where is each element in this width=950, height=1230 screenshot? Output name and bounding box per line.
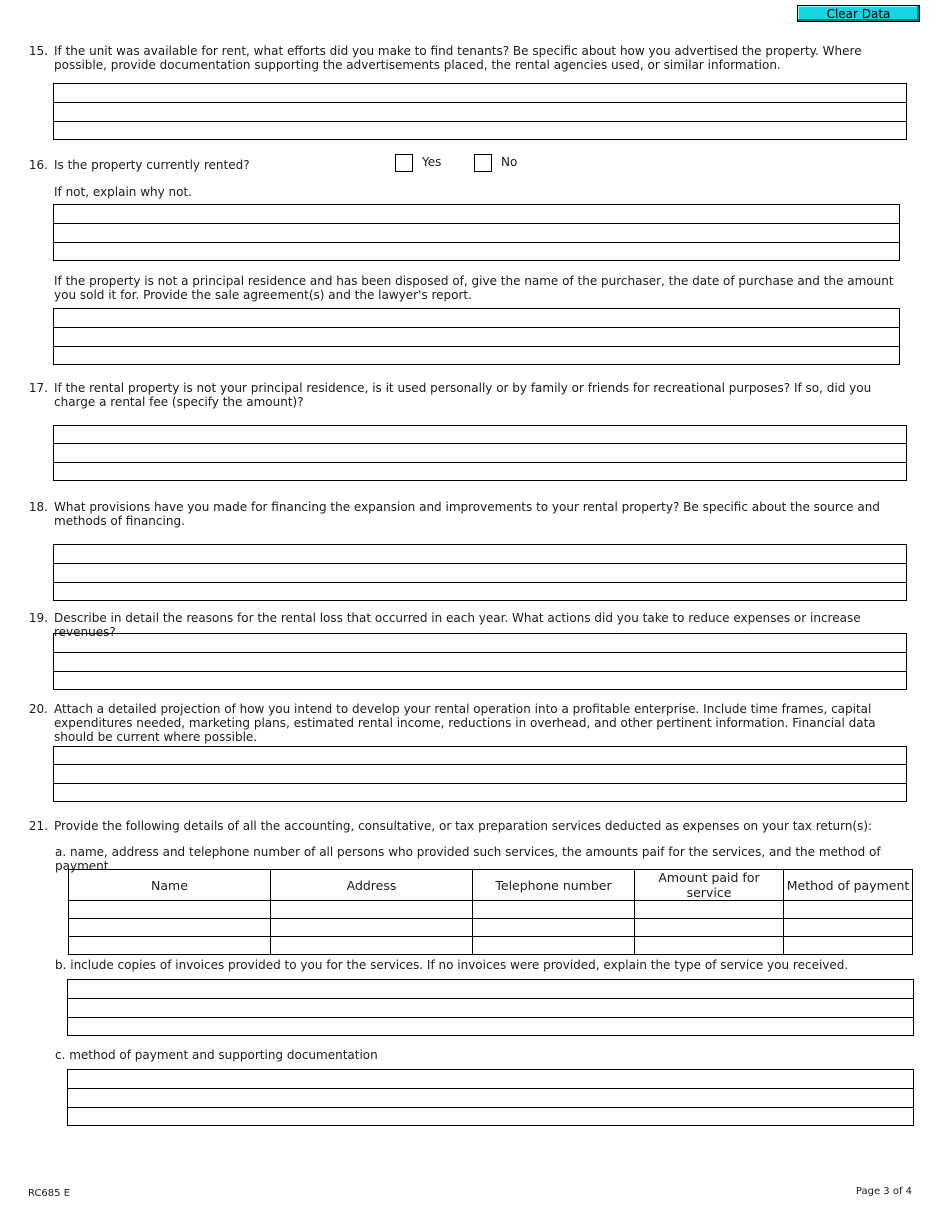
q21-number: 21.	[28, 819, 48, 833]
table-row	[69, 919, 913, 937]
q15-number: 15.	[28, 44, 48, 58]
q20-text: Attach a detailed projection of how you intend to develop your rental operation into a profitable enterprise. Include time frames, capital expenditures needed, marketing plans, estimated rental income, reductions in overhead, and other pertinent information. Financial data should be current where possible.	[54, 702, 876, 744]
no-checkbox[interactable]	[474, 154, 492, 172]
yes-checkbox[interactable]	[395, 154, 413, 172]
amount-cell[interactable]	[635, 901, 784, 919]
q19-answer-field[interactable]	[53, 633, 907, 690]
q16-explain-field[interactable]	[53, 204, 900, 261]
col-amount-header: Amount paid for service	[635, 870, 784, 901]
q16-number: 16.	[28, 158, 48, 172]
method-cell[interactable]	[784, 937, 913, 955]
no-label: No	[501, 155, 518, 169]
q16-disposed-text: If the property is not a principal residence and has been disposed of, give the name of the purchaser, the date of purchase and the amount you sold it for. Provide the sale agreement(s) and the lawyer's report.	[54, 274, 894, 302]
name-cell[interactable]	[69, 901, 271, 919]
services-table	[68, 869, 913, 955]
q21b-text: b. include copies of invoices provided to you for the services. If no invoices were provided, explain the type of service you received.	[55, 958, 849, 972]
q18-text: What provisions have you made for financing the expansion and improvements to your rental property? Be specific about the source and methods of financing.	[54, 500, 880, 528]
q16-if-not-text: If not, explain why not.	[54, 185, 192, 199]
table-row	[69, 937, 913, 955]
q17-number: 17.	[28, 381, 48, 395]
q21c-answer-field[interactable]	[67, 1069, 914, 1126]
col-method-header: Method of payment	[784, 870, 913, 901]
q20-answer-field[interactable]	[53, 746, 907, 802]
amount-cell[interactable]	[635, 919, 784, 937]
q21-text: Provide the following details of all the accounting, consultative, or tax preparation services deducted as expenses on your tax return(s):	[54, 819, 873, 833]
q15-text: If the unit was available for rent, what efforts did you make to find tenants? Be specific about how you advertised the property. Where possible, provide documentation supporting the advertisements placed, the rental agencies used, or similar information.	[54, 44, 862, 72]
col-name-header: Name	[69, 870, 271, 901]
q16-text: Is the property currently rented?	[54, 158, 250, 172]
q18-answer-field[interactable]	[53, 544, 907, 601]
telephone-cell[interactable]	[473, 901, 635, 919]
clear-data-button[interactable]: Clear Data	[797, 5, 920, 22]
q19-text: Describe in detail the reasons for the rental loss that occurred in each year. What actions did you take to reduce expenses or increase revenues?	[54, 611, 861, 639]
q17-text: If the rental property is not your principal residence, is it used personally or by family or friends for recreational purposes? If so, did you charge a rental fee (specify the amount)?	[54, 381, 872, 409]
amount-cell[interactable]	[635, 937, 784, 955]
address-cell[interactable]	[271, 937, 473, 955]
col-address-header: Address	[271, 870, 473, 901]
q21a-text: a. name, address and telephone number of all persons who provided such services, the amounts paif for the services, and the method of payment	[55, 845, 881, 873]
q18-number: 18.	[28, 500, 48, 514]
page-number: Page 3 of 4	[855, 1186, 912, 1197]
telephone-cell[interactable]	[473, 919, 635, 937]
address-cell[interactable]	[271, 901, 473, 919]
name-cell[interactable]	[69, 919, 271, 937]
table-row	[69, 901, 913, 919]
yes-label: Yes	[422, 155, 442, 169]
q21c-text: c. method of payment and supporting documentation	[55, 1048, 378, 1062]
q17-answer-field[interactable]	[53, 425, 907, 481]
method-cell[interactable]	[784, 901, 913, 919]
q16-disposed-field[interactable]	[53, 308, 900, 365]
name-cell[interactable]	[69, 937, 271, 955]
q20-number: 20.	[28, 702, 48, 716]
q21b-answer-field[interactable]	[67, 979, 914, 1036]
col-telephone-header: Telephone number	[473, 870, 635, 901]
method-cell[interactable]	[784, 919, 913, 937]
q19-number: 19.	[28, 611, 48, 625]
q15-answer-field[interactable]	[53, 83, 907, 140]
address-cell[interactable]	[271, 919, 473, 937]
form-number: RC685 E	[28, 1188, 71, 1199]
telephone-cell[interactable]	[473, 937, 635, 955]
